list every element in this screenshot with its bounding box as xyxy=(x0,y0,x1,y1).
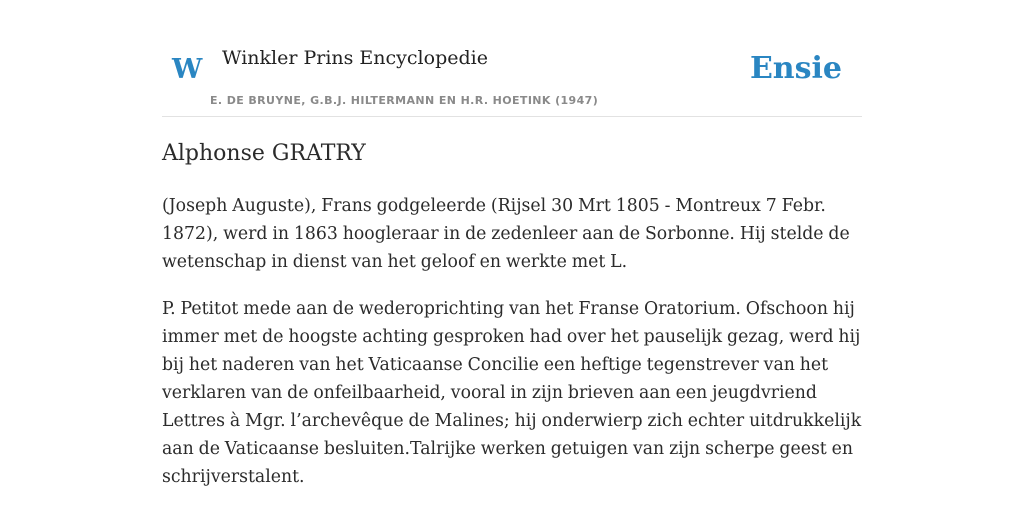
entry-paragraph: (Joseph Auguste), Frans godgeleerde (Rijsel 30 Mrt 1805 - Montreux 7 Febr. 1872), werd in 1863 hoogleraar in de zedenleer aan de Sorbonne. Hij stelde de wetenschap in dienst van het geloof en werkte met L. xyxy=(162,196,850,272)
source-title[interactable]: Winkler Prins Encyclopedie xyxy=(222,47,488,69)
entry-paragraph: P. Petitot mede aan de wederoprichting van het Franse Oratorium. Ofschoon hij immer met de hoogste achting gesproken had over het pauselijk gezag, werd hij bij het naderen van het Vaticaanse Concilie een heftige tegenstrever van het verklaren van de onfeilbaarheid, vooral in zijn brieven aan een jeugdvriend Lettres à Mgr. l’archevêque de Malines; hij onderwierp zich echter uitdrukkelijk aan de Vaticaanse besluiten.Talrijke werken getuigen van zijn scherpe geest en schrijverstalent. xyxy=(162,299,862,487)
ensie-brand-logo[interactable]: Ensie xyxy=(749,51,842,86)
page-header xyxy=(162,0,862,117)
winkler-prins-logo[interactable]: W xyxy=(172,54,203,85)
entry-body xyxy=(162,192,862,510)
entry-title: Alphonse GRATRY xyxy=(162,141,366,166)
source-authors: E. DE BRUYNE, G.B.J. HILTERMANN EN H.R. HOETINK (1947) xyxy=(210,94,599,107)
